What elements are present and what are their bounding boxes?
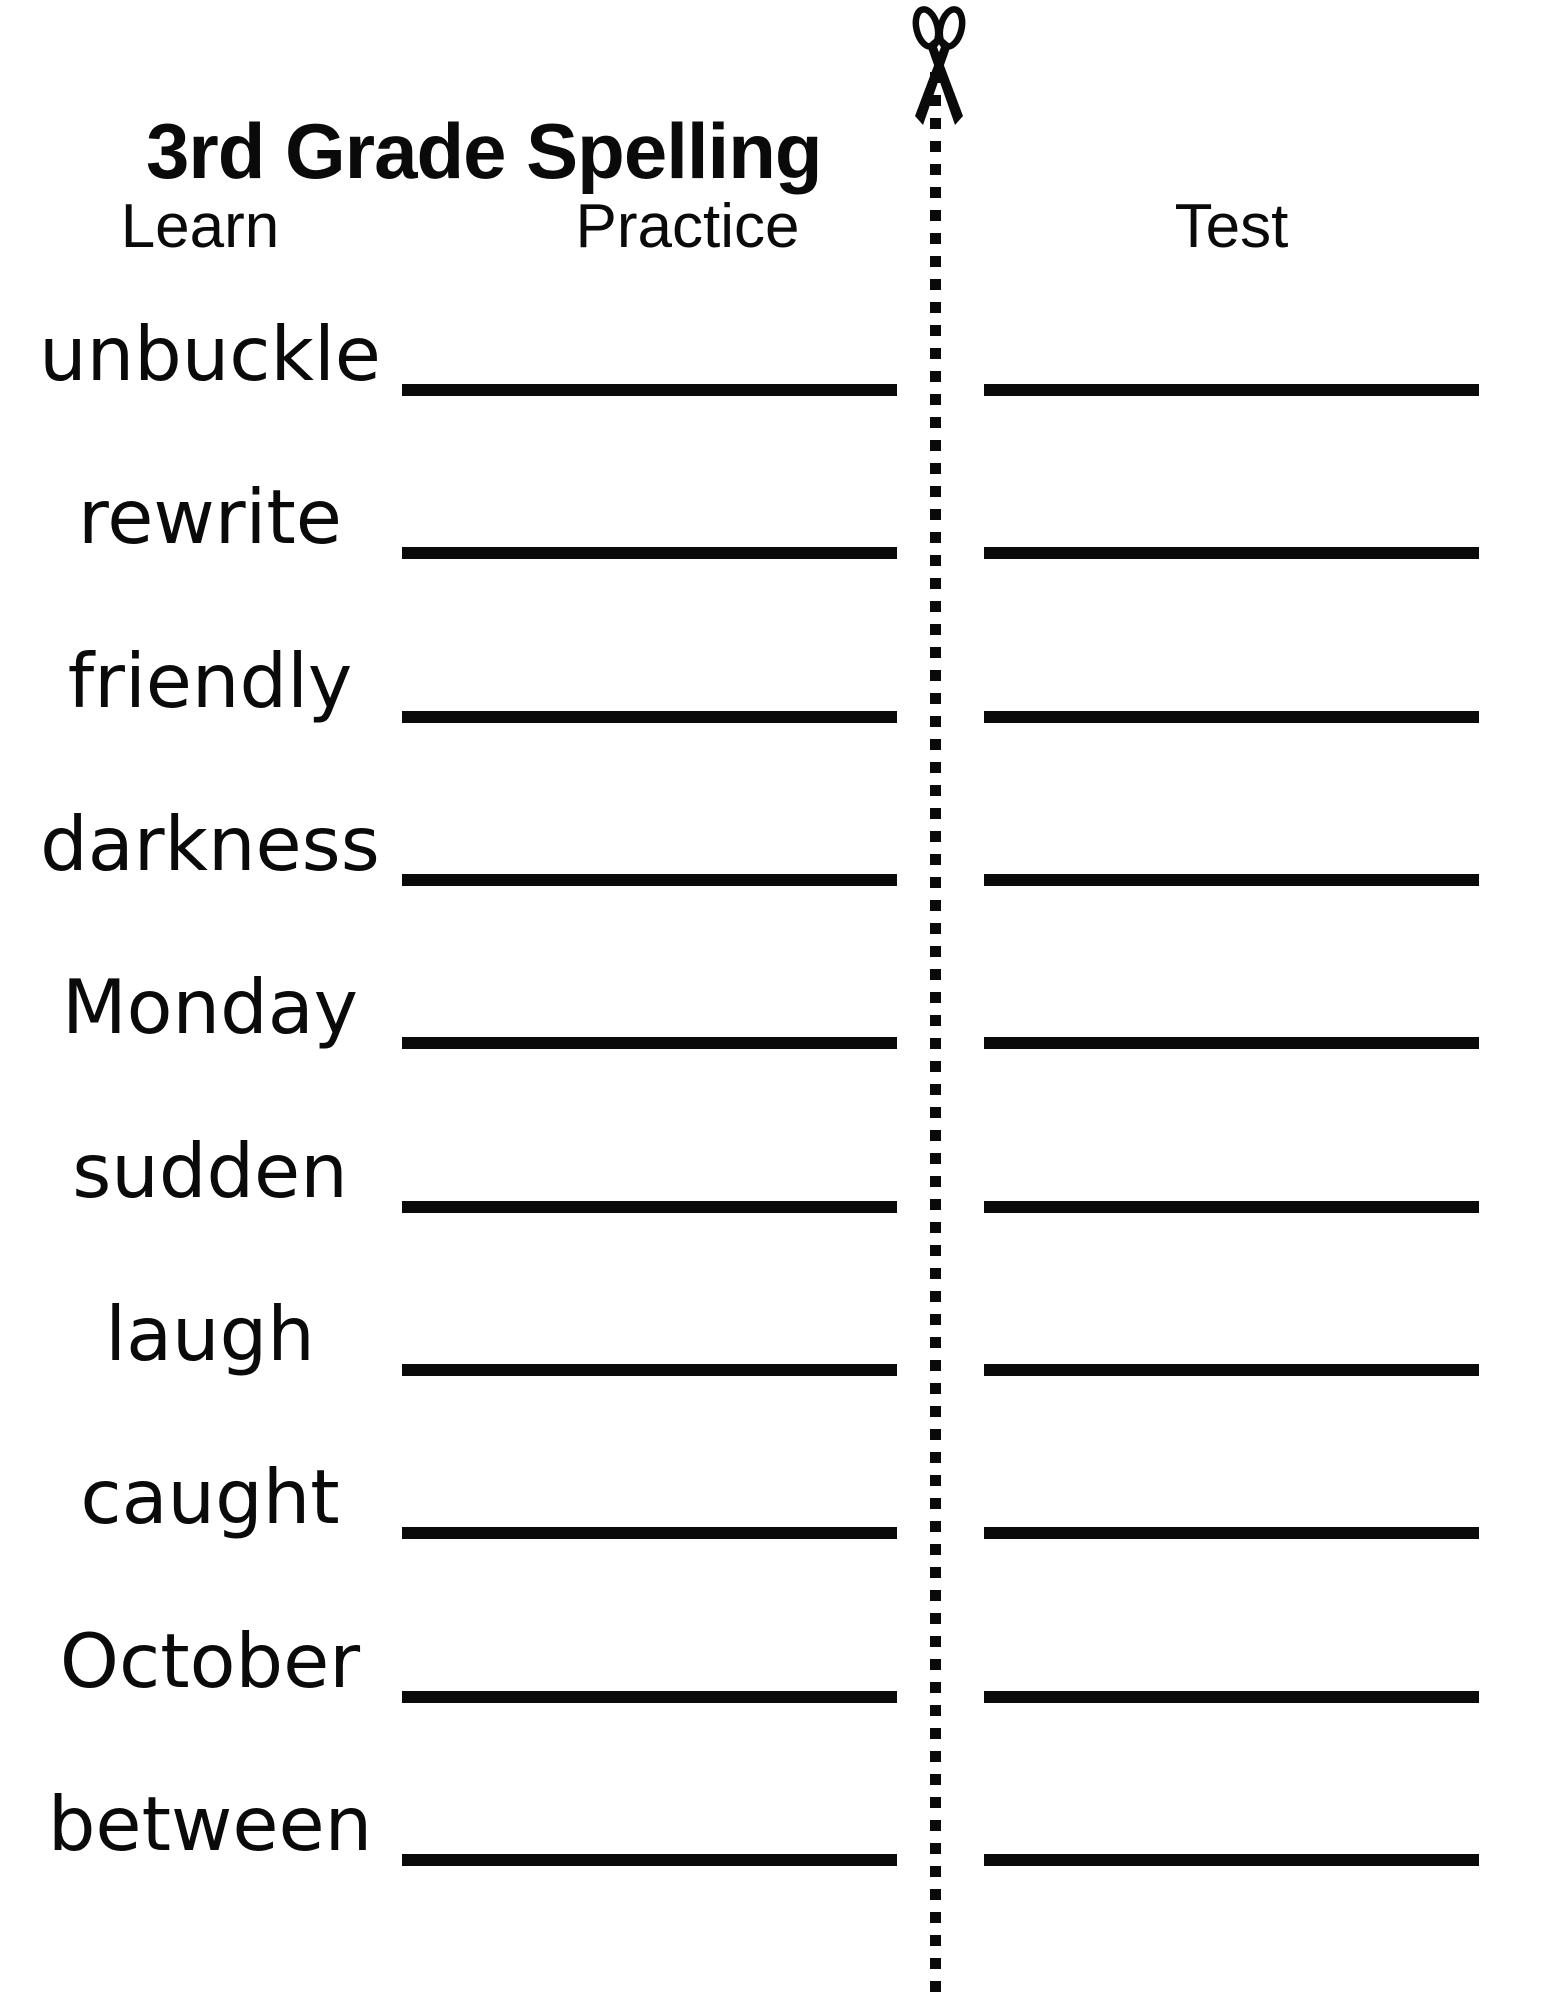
spelling-row xyxy=(0,1736,1545,1866)
scissors-icon xyxy=(910,2,968,128)
spelling-word: darkness xyxy=(40,800,380,888)
spelling-word: unbuckle xyxy=(39,310,381,398)
spelling-row xyxy=(0,266,1545,396)
spelling-word: laugh xyxy=(105,1290,315,1378)
spelling-row xyxy=(0,1573,1545,1703)
page-title: 3rd Grade Spelling xyxy=(146,107,822,196)
practice-blank-line[interactable] xyxy=(402,1527,897,1539)
test-blank-line[interactable] xyxy=(984,711,1479,723)
spelling-word: between xyxy=(47,1780,373,1868)
test-blank-line[interactable] xyxy=(984,1527,1479,1539)
practice-blank-line[interactable] xyxy=(402,547,897,559)
column-header-learn: Learn xyxy=(120,192,280,261)
spelling-word: caught xyxy=(80,1453,340,1541)
practice-blank-line[interactable] xyxy=(402,1201,897,1213)
spelling-word: friendly xyxy=(67,637,353,725)
test-blank-line[interactable] xyxy=(984,547,1479,559)
spelling-row xyxy=(0,1409,1545,1539)
spelling-word: Monday xyxy=(61,963,359,1051)
test-blank-line[interactable] xyxy=(984,1201,1479,1213)
practice-blank-line[interactable] xyxy=(402,1691,897,1703)
practice-blank-line[interactable] xyxy=(402,1854,897,1866)
practice-blank-line[interactable] xyxy=(402,874,897,886)
practice-blank-line[interactable] xyxy=(402,384,897,396)
spelling-row xyxy=(0,919,1545,1049)
spelling-word: rewrite xyxy=(78,473,342,561)
test-blank-line[interactable] xyxy=(984,384,1479,396)
test-blank-line[interactable] xyxy=(984,1854,1479,1866)
practice-blank-line[interactable] xyxy=(402,1364,897,1376)
column-header-practice: Practice xyxy=(575,192,800,261)
test-blank-line[interactable] xyxy=(984,1037,1479,1049)
test-blank-line[interactable] xyxy=(984,874,1479,886)
practice-blank-line[interactable] xyxy=(402,1037,897,1049)
column-header-test: Test xyxy=(1174,192,1289,261)
spelling-word: October xyxy=(59,1617,361,1705)
spelling-row xyxy=(0,1083,1545,1213)
test-blank-line[interactable] xyxy=(984,1691,1479,1703)
spelling-row xyxy=(0,1246,1545,1376)
spelling-word: sudden xyxy=(72,1127,348,1215)
spelling-row xyxy=(0,756,1545,886)
practice-blank-line[interactable] xyxy=(402,711,897,723)
spelling-row xyxy=(0,593,1545,723)
test-blank-line[interactable] xyxy=(984,1364,1479,1376)
spelling-row xyxy=(0,429,1545,559)
